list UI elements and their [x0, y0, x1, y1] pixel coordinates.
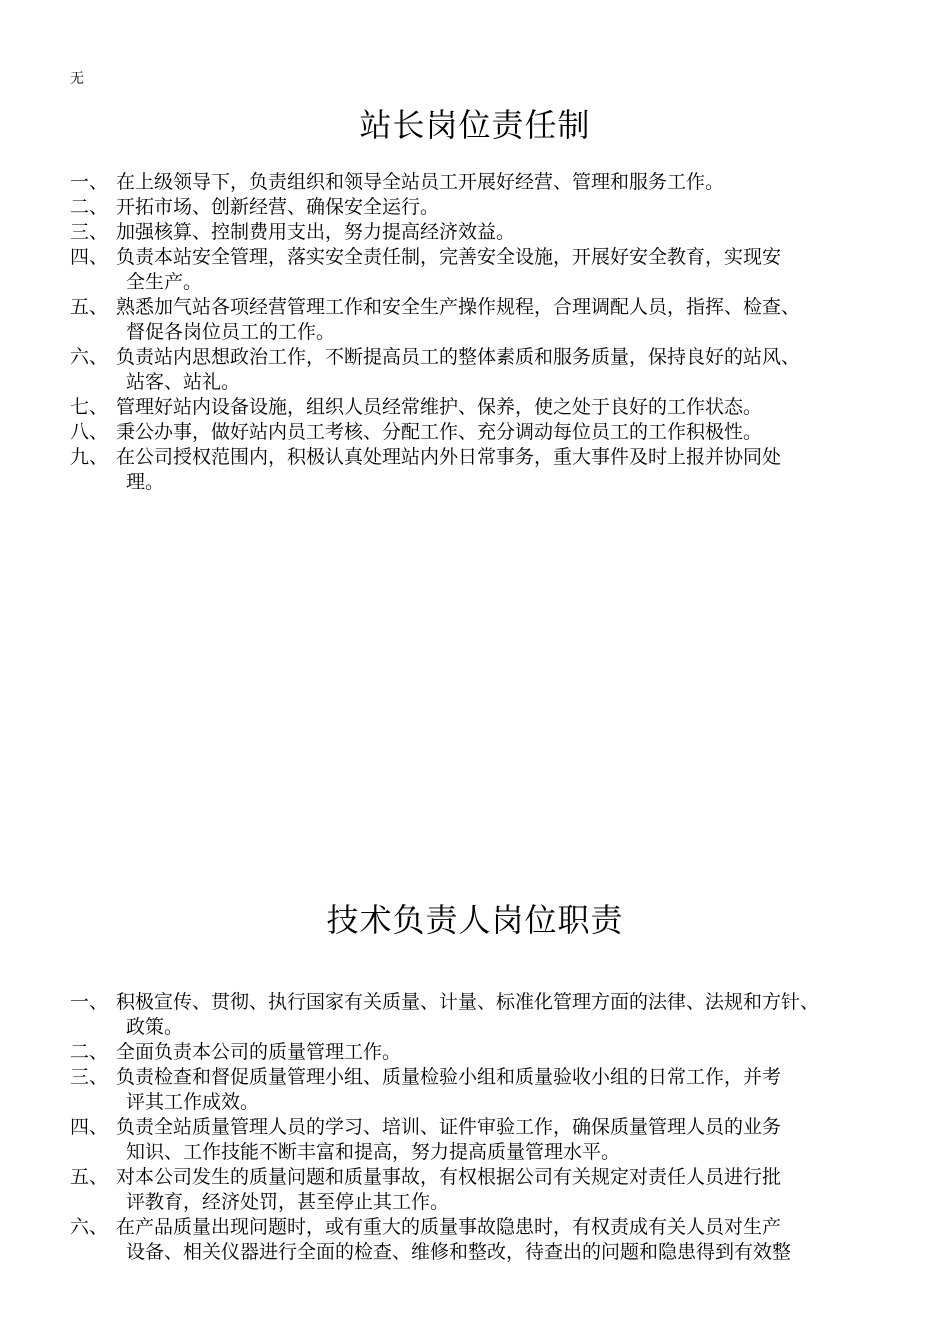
item-number: 九、: [70, 446, 109, 468]
item-continuation: 站客、站礼。: [126, 371, 241, 393]
list-item: [70, 445, 890, 470]
item-number: 六、: [70, 346, 109, 368]
item-continuation: 督促各岗位员工的工作。: [126, 321, 336, 343]
list-item: [70, 1115, 890, 1140]
corner-note: 无: [70, 71, 84, 87]
item-text: 秉公办事，做好站内员工考核、分配工作、充分调动每位员工的工作积极性。: [116, 421, 763, 443]
item-text: 对本公司发生的质量问题和质量事故，有权根据公司有关规定对责任人员进行批: [116, 1166, 782, 1188]
item-number: 四、: [70, 1116, 109, 1138]
list-item: [70, 220, 890, 245]
item-text: 负责检查和督促质量管理小组、质量检验小组和质量验收小组的日常工作，并考: [116, 1066, 782, 1088]
item-text: 加强核算、控制费用支出，努力提高经济效益。: [116, 221, 516, 243]
list-item: [70, 1065, 890, 1090]
item-number: 五、: [70, 296, 109, 318]
item-continuation: 评教育，经济处罚，甚至停止其工作。: [126, 1191, 450, 1213]
item-number: 三、: [70, 221, 109, 243]
item-text: 开拓市场、创新经营、确保安全运行。: [116, 196, 440, 218]
list-item: [70, 295, 890, 320]
item-continuation: 全生产。: [126, 271, 203, 293]
list-item: [70, 245, 890, 270]
list-item: [70, 195, 890, 220]
list-item: [70, 170, 890, 195]
item-continuation: 知识、工作技能不断丰富和提高，努力提高质量管理水平。: [126, 1141, 621, 1163]
item-number: 一、: [70, 991, 109, 1013]
item-number: 二、: [70, 1041, 109, 1063]
section-title-technical-lead: 技术负责人岗位职责: [326, 901, 624, 939]
item-number: 七、: [70, 396, 109, 418]
list-item: [70, 990, 890, 1015]
technical-lead-duties-list: [70, 990, 890, 1265]
item-text: 积极宣传、贯彻、执行国家有关质量、计量、标准化管理方面的法律、法规和方针、: [116, 991, 820, 1013]
item-number: 四、: [70, 246, 109, 268]
list-item: [70, 1165, 890, 1190]
item-continuation: 评其工作成效。: [126, 1091, 260, 1113]
item-text: 负责本站安全管理，落实安全责任制，完善安全设施，开展好安全教育，实现安: [116, 246, 782, 268]
item-text: 在公司授权范围内，积极认真处理站内外日常事务，重大事件及时上报并协同处: [116, 446, 782, 468]
item-text: 管理好站内设备设施，组织人员经常维护、保养，使之处于良好的工作状态。: [116, 396, 763, 418]
list-item: [70, 1040, 890, 1065]
item-continuation: 政策。: [126, 1016, 184, 1038]
item-text: 在产品质量出现问题时，或有重大的质量事故隐患时，有权责成有关人员对生产: [116, 1216, 782, 1238]
station-manager-duties-list: [70, 170, 890, 495]
item-number: 三、: [70, 1066, 109, 1088]
item-number: 二、: [70, 196, 109, 218]
item-number: 八、: [70, 421, 109, 443]
item-continuation: 设备、相关仪器进行全面的检查、维修和整改，待查出的问题和隐患得到有效整: [126, 1241, 792, 1263]
item-text: 熟悉加气站各项经营管理工作和安全生产操作规程，合理调配人员，指挥、检查、: [116, 296, 801, 318]
item-number: 六、: [70, 1216, 109, 1238]
item-number: 一、: [70, 171, 109, 193]
list-item: [70, 1215, 890, 1240]
item-text: 全面负责本公司的质量管理工作。: [116, 1041, 402, 1063]
item-text: 负责全站质量管理人员的学习、培训、证件审验工作，确保质量管理人员的业务: [116, 1116, 782, 1138]
section-title-station-manager: 站长岗位责任制: [359, 106, 591, 144]
item-continuation: 理。: [126, 471, 165, 493]
list-item: [70, 345, 890, 370]
item-text: 负责站内思想政治工作，不断提高员工的整体素质和服务质量，保持良好的站风、: [116, 346, 801, 368]
item-text: 在上级领导下，负责组织和领导全站员工开展好经营、管理和服务工作。: [116, 171, 725, 193]
list-item: [70, 420, 890, 445]
list-item: [70, 395, 890, 420]
item-number: 五、: [70, 1166, 109, 1188]
